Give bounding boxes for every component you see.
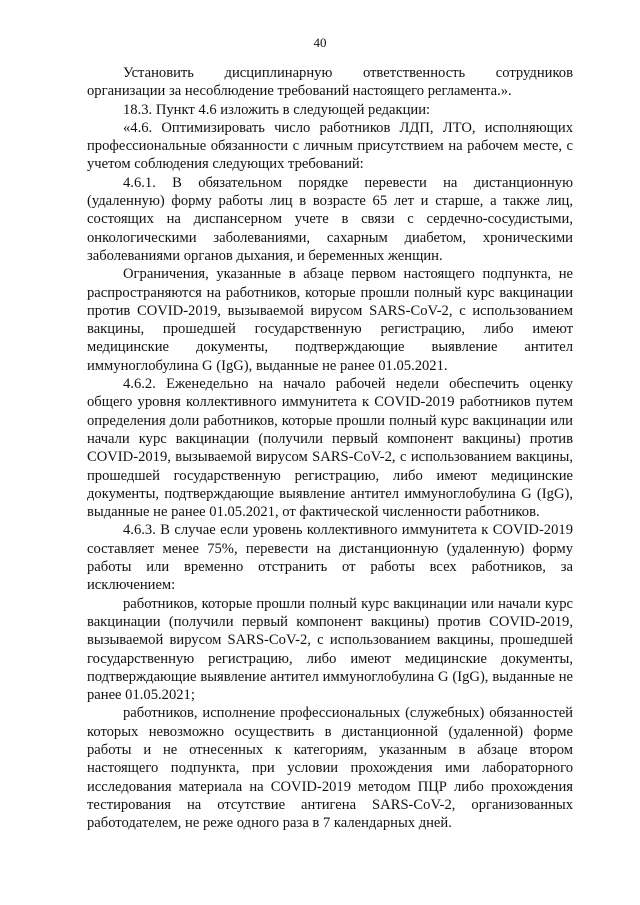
paragraph-9: работников, исполнение профессиональных (служебных) обязанностей которых невозможно осуществить в дистанционной (удаленной) форме работы и не отнесенных к категориям, указанным в абзаце втором настоящего подпункта, при условии прохождения ими лабораторного исследования материала на COVID-2019 методом ПЦР либо прохождения тестирования на отсутствие антигена SARS-CoV-2, организованных работодателем, не реже одного раза в 7 календарных дней. [87, 705, 573, 832]
paragraph-5: Ограничения, указанные в абзаце первом настоящего подпункта, не распространяются на работников, которые прошли полный курс вакцинации против COVID-2019, вызываемой вирусом SARS-CoV-2, с использованием вакцины, прошедшей государственную регистрацию, либо имеют медицинские документы, подтверждающие выявление антител иммуноглобулина G (IgG), выданные не ранее 01.05.2021. [87, 266, 573, 374]
paragraph-4: 4.6.1. В обязательном порядке перевести на дистанционную (удаленную) форму работы лиц в возрасте 65 лет и старше, а также лиц, состоящих на диспансерном учете в связи с сердечно-сосудистыми, онкологическими заболеваниями, сахарным диабетом, хроническими заболеваниями органов дыхания, и беременных женщин. [87, 174, 573, 264]
paragraph-1: Установить дисциплинарную ответственность сотрудников организации за несоблюдение требований настоящего регламента.». [87, 65, 573, 100]
document-text [87, 64, 573, 832]
paragraph-6: 4.6.2. Еженедельно на начало рабочей недели обеспечить оценку общего уровня коллективного иммунитета к COVID-2019 работников путем определения доли работников, которые прошли полный курс вакцинации или начали курс вакцинации (получили первый компонент вакцины) против COVID-2019, вызываемой вирусом SARS-CoV-2, с использованием вакцины, прошедшей государственную регистрацию, либо имеют медицинские документы, подтверждающие выявление антител иммуноглобулина G (IgG), выданные не ранее 01.05.2021, от фактической численности работников. [87, 376, 573, 521]
paragraph-7: 4.6.3. В случае если уровень коллективного иммунитета к COVID-2019 составляет менее 75%, перевести на дистанционную (удаленную) форму работы или временно отстранить от работы всех работников, за исключением: [87, 522, 573, 594]
paragraph-2: 18.3. Пункт 4.6 изложить в следующей редакции: [123, 101, 431, 118]
page-number: 40 [313, 35, 327, 50]
paragraph-3: «4.6. Оптимизировать число работников ЛДП, ЛТО, исполняющих профессиональные обязанности с личным присутствием на рабочем месте, с учетом соблюдения следующих требований: [87, 119, 573, 173]
paragraph-8: работников, которые прошли полный курс вакцинации или начали курс вакцинации (получили первый компонент вакцины) против COVID-2019, вызываемой вирусом SARS-CoV-2, с использованием вакцины, прошедшей государственную регистрацию, либо имеют медицинские документы, подтверждающие выявление антител иммуноглобулина G (IgG), выданные не ранее 01.05.2021; [87, 595, 573, 704]
